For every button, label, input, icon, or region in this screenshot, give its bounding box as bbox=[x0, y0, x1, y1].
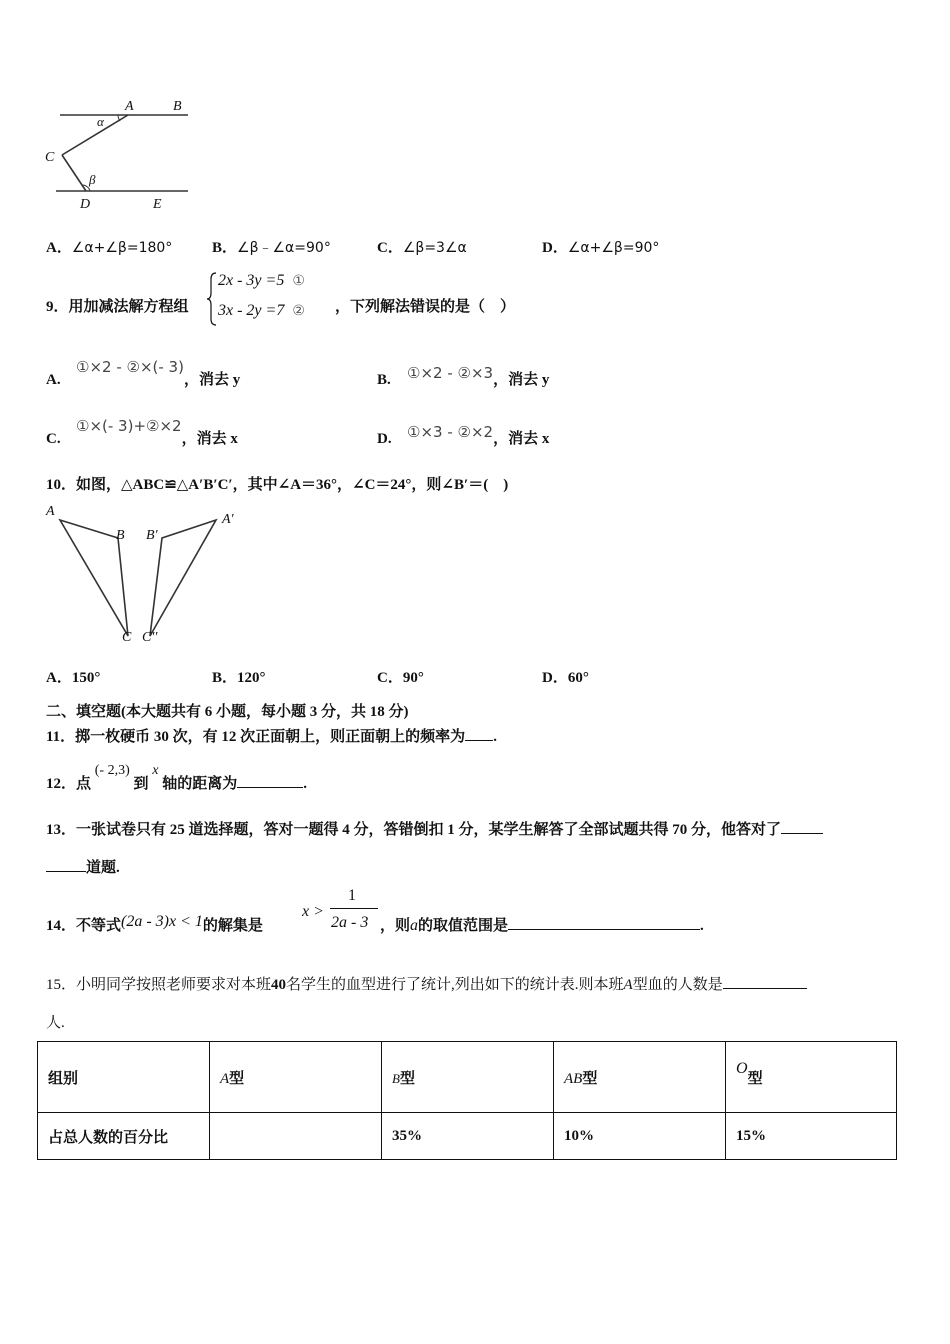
label-A: A bbox=[125, 99, 134, 114]
header-type-b: B型 bbox=[382, 1042, 554, 1113]
label-A: A bbox=[46, 504, 55, 519]
table-row bbox=[38, 1113, 897, 1160]
label-E: E bbox=[153, 197, 162, 212]
q9-option-b[interactable]: B. ①×2 - ②×3，消去 y bbox=[377, 364, 550, 388]
cell-type-b: 35% bbox=[382, 1113, 554, 1160]
q8-option-a[interactable]: A．∠α+∠β=180° bbox=[46, 240, 173, 256]
q9-stem-prefix: 9．用加减法解方程组 bbox=[46, 299, 189, 315]
q13-line-2: 道题. bbox=[46, 856, 120, 877]
label-D: D bbox=[80, 197, 91, 212]
label-B: B bbox=[173, 99, 182, 114]
q10-option-b[interactable]: B．120° bbox=[212, 670, 266, 686]
q9-stem-suffix: ，下列解法错误的是（ ） bbox=[335, 299, 516, 315]
q8-option-c[interactable]: C．∠β=3∠α bbox=[377, 240, 467, 256]
q10-option-c[interactable]: C．90° bbox=[377, 670, 424, 686]
header-group: 组别 bbox=[38, 1042, 210, 1113]
q13-line-1: 13．一张试卷只有 25 道选择题，答对一题得 4 分，答错倒扣 1 分，某学生解答了全部试题共得 70 分，他答对了 bbox=[46, 818, 823, 839]
q11-answer-blank[interactable] bbox=[465, 726, 493, 741]
table-header-row bbox=[38, 1042, 897, 1113]
q10-option-a[interactable]: A．150° bbox=[46, 670, 101, 686]
q12: 12．点 (- 2,3) 到 x 轴的距离为 . bbox=[46, 763, 308, 792]
q11: 11．掷一枚硬币 30 次，有 12 次正面朝上，则正面朝上的频率为 . bbox=[46, 725, 497, 746]
q9-equation-2: 3x - 2y =7 ② bbox=[218, 302, 305, 319]
blood-type-table bbox=[37, 1041, 897, 1160]
q9-option-a[interactable]: A.①×2 - ②×(- 3)，消去 y bbox=[46, 358, 241, 388]
header-type-o: O型 bbox=[726, 1042, 897, 1113]
label-C-prime: C′′ bbox=[142, 630, 158, 645]
system-brace bbox=[206, 271, 218, 327]
congruent-triangles-figure bbox=[40, 498, 250, 650]
q8-option-d[interactable]: D．∠α+∠β=90° bbox=[542, 240, 660, 256]
section-heading: 二、填空题(本大题共有 6 小题，每小题 3 分，共 18 分) bbox=[46, 704, 409, 720]
q10-stem: 10．如图，△ABC≌△A′B′C′，其中∠A＝36°，∠C＝24°，则∠B′＝( ) bbox=[46, 477, 509, 493]
q14: 14．不等式(2a - 3)x < 1的解集是 bbox=[46, 913, 263, 934]
label-alpha: α bbox=[97, 114, 104, 129]
label-beta: β bbox=[89, 172, 96, 187]
q9-equation-1: 2x - 3y =5 ① bbox=[218, 272, 305, 289]
q15-line-1: 15．小明同学按照老师要求对本班40名学生的血型进行了统计,列出如下的统计表.则本班A型血的人数是 bbox=[46, 973, 807, 994]
q15-line-2: 人. bbox=[46, 1015, 65, 1031]
q8-option-b[interactable]: B．∠β﹣∠α=90° bbox=[212, 240, 331, 256]
q13-answer-blank-2[interactable] bbox=[46, 857, 86, 872]
row-label: 占总人数的百分比 bbox=[38, 1113, 210, 1160]
label-C: C bbox=[122, 630, 132, 645]
q14-tail: ，则a的取值范围是 . bbox=[380, 917, 704, 934]
q14-answer-blank[interactable] bbox=[508, 915, 700, 930]
q12-answer-blank[interactable] bbox=[237, 773, 303, 788]
cell-type-ab: 10% bbox=[554, 1113, 726, 1160]
label-A-prime: A′ bbox=[222, 512, 234, 527]
cell-type-a bbox=[210, 1113, 382, 1160]
q10-option-d[interactable]: D．60° bbox=[542, 670, 589, 686]
q9-option-d[interactable]: D. ①×3 - ②×2，消去 x bbox=[377, 423, 550, 447]
label-C: C bbox=[45, 150, 55, 165]
parallel-lines-figure bbox=[40, 93, 200, 215]
q9-option-c[interactable]: C.①×(- 3)+②×2，消去 x bbox=[46, 417, 238, 447]
header-type-ab: AB型 bbox=[554, 1042, 726, 1113]
q13-answer-blank-1[interactable] bbox=[781, 819, 823, 834]
q15-answer-blank[interactable] bbox=[723, 974, 807, 989]
cell-type-o: 15% bbox=[726, 1113, 897, 1160]
header-type-a: A型 bbox=[210, 1042, 382, 1113]
label-B-prime: B′ bbox=[146, 528, 158, 543]
label-B: B bbox=[116, 528, 125, 543]
